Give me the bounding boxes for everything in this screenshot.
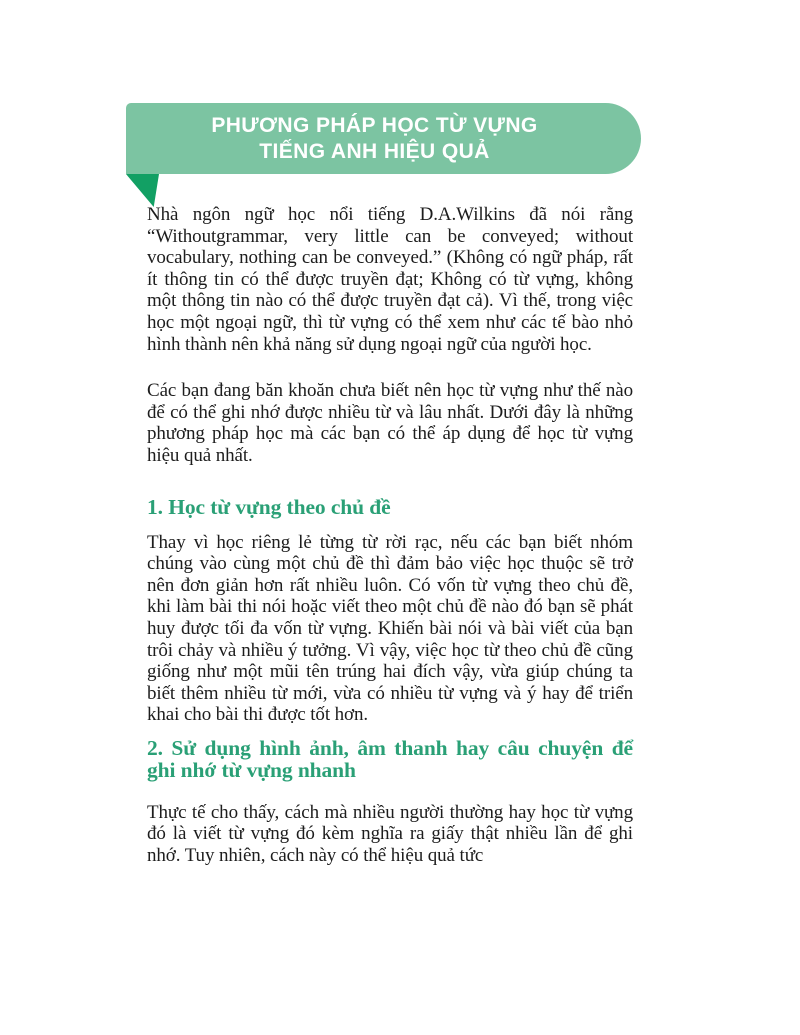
- section-2-heading: 2. Sử dụng hình ảnh, âm thanh hay câu chuyện để ghi nhớ từ vựng nhanh: [147, 735, 633, 782]
- chapter-title-line2: TIẾNG ANH HIỆU QUẢ: [259, 139, 490, 163]
- chapter-title-banner: [126, 103, 641, 174]
- section-1-heading: 1. Học từ vựng theo chủ đề: [147, 494, 391, 519]
- banner-fold-triangle-icon: [126, 174, 159, 207]
- section-2-paragraph: Thực tế cho thấy, cách mà nhiều người thường hay học từ vựng đó là viết từ vựng đó kèm nghĩa ra giấy thật nhiều lần để ghi nhớ. Tuy nhiên, cách này có thể hiệu quả tức: [147, 801, 633, 867]
- page-content: [147, 204, 633, 867]
- section-1-paragraph: Thay vì học riêng lẻ từng từ rời rạc, nếu các bạn biết nhóm chúng vào cùng một chủ đề thì đảm bảo việc học thuộc sẽ trở nên đơn giản hơn rất nhiều luôn. Có vốn từ vựng theo chủ đề, khi làm bài thi nói hoặc viết theo một chủ đề nào đó bạn sẽ phát huy được tối đa vốn từ vựng. Khiến bài nói và bài viết của bạn trôi chảy và nhiều ý tưởng. Vì vậy, việc học từ theo chủ đề cũng giống như một mũi tên trúng hai đích vậy, vừa giúp chúng ta biết thêm nhiều từ mới, vừa có nhiều từ vựng và ý hay để triển khai cho bài thi được tốt hơn.: [147, 531, 633, 726]
- intro-paragraph-2: Các bạn đang băn khoăn chưa biết nên học từ vựng như thế nào để có thể ghi nhớ được nhiều từ và lâu nhất. Dưới đây là những phương pháp học mà các bạn có thể áp dụng để học từ vựng hiệu quả nhất.: [147, 380, 633, 466]
- chapter-title-line1: PHƯƠNG PHÁP HỌC TỪ VỰNG: [211, 113, 538, 137]
- intro-paragraph-1: Nhà ngôn ngữ học nổi tiếng D.A.Wilkins đã nói rằng “Withoutgrammar, very little can be conveyed; without vocabulary, nothing can be conveyed.” (Không có ngữ pháp, rất ít thông tin có thể được truyền đạt; Không có từ vựng, không một thông tin nào có thể được truyền đạt cả). Vì thế, trong việc học một ngoại ngữ, thì từ vựng có thể xem như các tế bào nhỏ hình thành nên khả năng sử dụng ngoại ngữ của người học.: [147, 204, 633, 355]
